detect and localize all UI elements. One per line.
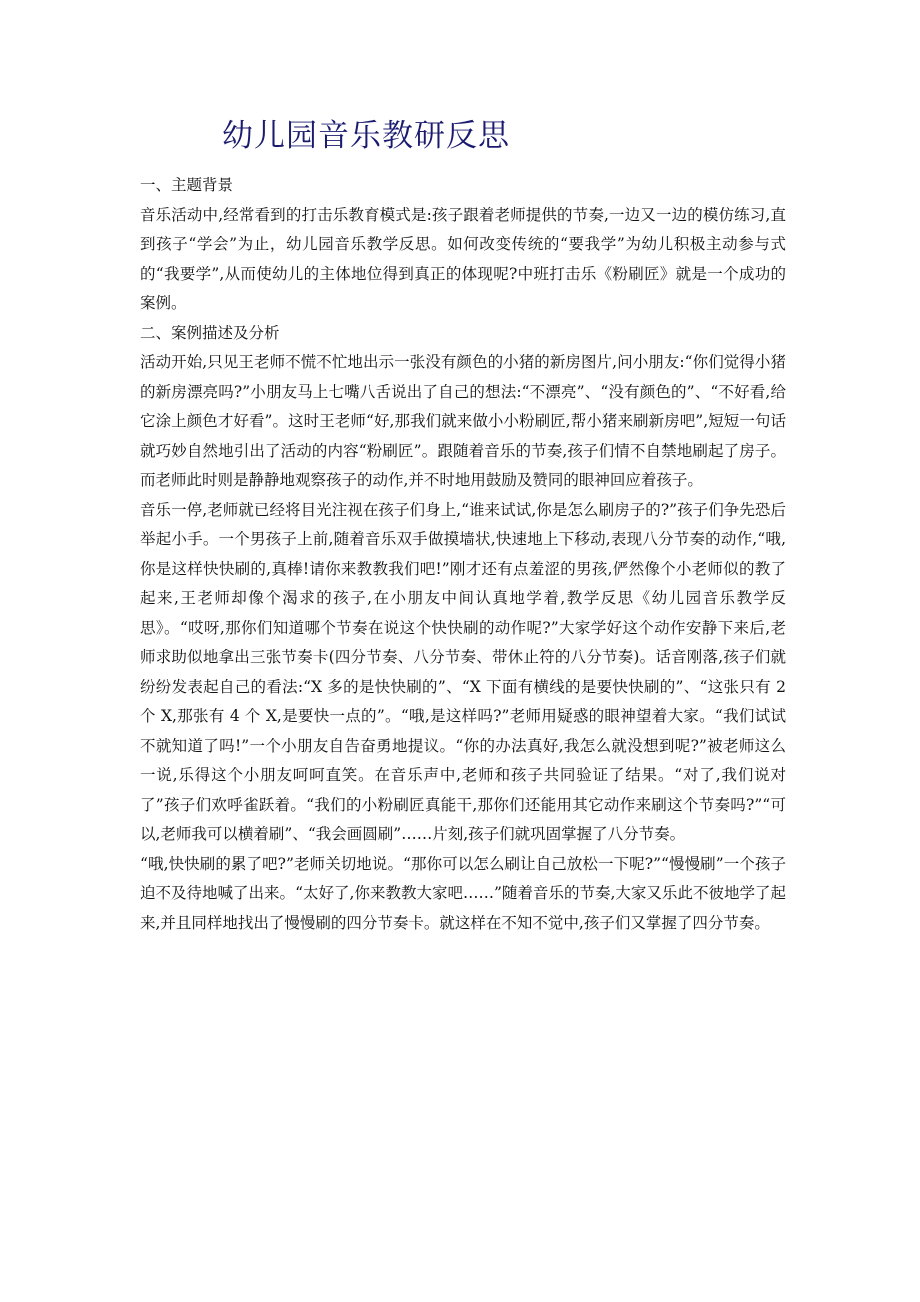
section-heading-background: 一、主题背景 [140, 176, 234, 194]
document-body [140, 171, 786, 938]
paragraph-case-rhythm: 音乐一停,老师就已经将目光注视在孩子们身上,“谁来试试,你是怎么刷房子的?”孩子们争先恐后举起小手。一个男孩子上前,随着音乐双手做摸墙状,快速地上下移动,表现八分节奏的动作,“哦,你是这样快快刷的,真棒!请你来教教我们吧!”刚才还有点羞涩的男孩,俨然像个小老师似的教了起来,王老师却像个渴求的孩子,在小朋友中间认真地学着,教学反思《幼儿园音乐教学反思》。“哎呀,那你们知道哪个节奏在说这个快快刷的动作呢?”大家学好这个动作安静下来后,老师求助似地拿出三张节奏卡(四分节奏、八分节奏、带休止符的八分节奏)。话音刚落,孩子们就纷纷发表起自己的看法:“X 多的是快快刷的”、“X 下面有横线的是要快快刷的”、“这张只有 2 个 X,那张有 4 个 X,是要快一点的”。“哦,是这样吗?”老师用疑惑的眼神望着大家。“我们试试不就知道了吗!”一个小朋友自告奋勇地提议。“你的办法真好,我怎么就没想到呢?”被老师这么一说,乐得这个小朋友呵呵直笑。在音乐声中,老师和孩子共同验证了结果。“对了,我们说对了”孩子们欢呼雀跃着。“我们的小粉刷匠真能干,那你们还能用其它动作来刷这个节奏吗?”“可以,老师我可以横着刷”、“我会画圆刷”……片刻,孩子们就巩固掌握了八分节奏。 [140, 500, 786, 843]
paragraph-background: 音乐活动中,经常看到的打击乐教育模式是:孩子跟着老师提供的节奏,一边又一边的模仿练习,直到孩子“学会”为止，幼儿园音乐教学反思。如何改变传统的“要我学”为幼儿积极主动参与式的“我要学”,从而使幼儿的主体地位得到真正的体现呢?中班打击乐《粉刷匠》就是一个成功的案例。 [140, 205, 786, 312]
section-heading-case: 二、案例描述及分析 [140, 323, 280, 342]
page-title: 幼儿园音乐教研反思 [222, 118, 510, 154]
paragraph-case-slow: “哦,快快刷的累了吧?”老师关切地说。“那你可以怎么刷让自己放松一下呢?”“慢慢刷”一个孩子迫不及待地喊了出来。“太好了,你来教教大家吧……”随着音乐的节奏,大家又乐此不彼地学了起来,并且同样地找出了慢慢刷的四分节奏卡。就这样在不知不觉中,孩子们又掌握了四分节奏。 [140, 854, 786, 932]
paragraph-case-opening: 活动开始,只见王老师不慌不忙地出示一张没有颜色的小猪的新房图片,问小朋友:“你们觉得小猪的新房漂亮吗?”小朋友马上七嘴八舌说出了自己的想法:“不漂亮”、“没有颜色的”、“不好看,给它涂上颜色才好看”。这时王老师“好,那我们就来做小小粉刷匠,帮小猪来刷新房吧”,短短一句话就巧妙自然地引出了活动的内容“粉刷匠”。跟随着音乐的节奏,孩子们情不自禁地刷起了房子。而老师此时则是静静地观察孩子的动作,并不时地用鼓励及赞同的眼神回应着孩子。 [140, 353, 786, 489]
